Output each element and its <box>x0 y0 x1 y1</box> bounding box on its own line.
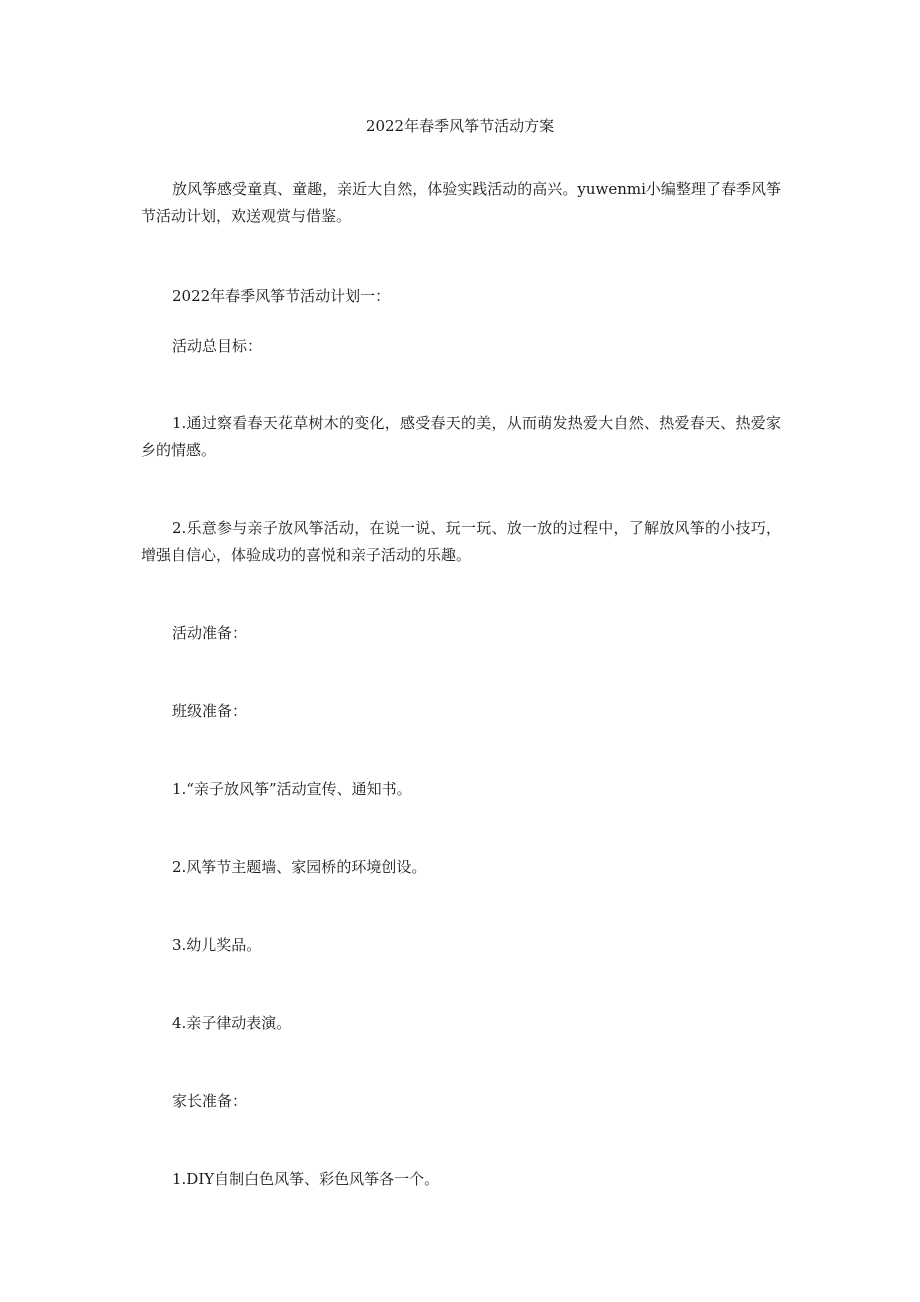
prep-heading: 活动准备： <box>172 624 248 642</box>
document-title: 2022年春季风筝节活动方案 <box>365 117 555 135</box>
goals-heading: 活动总目标： <box>172 337 263 355</box>
class-prep-item-4: 4.亲子律动表演。 <box>172 1014 292 1032</box>
class-prep-heading: 班级准备： <box>172 702 248 720</box>
class-prep-item-2: 2.风筝节主题墙、家园桥的环境创设。 <box>172 858 427 876</box>
intro-paragraph: 放风筝感受童真、童趣，亲近大自然，体验实践活动的高兴。yuwenmi小编整理了春季风筝节活动计划，欢送观赏与借鉴。 <box>141 180 781 225</box>
plan-heading: 2022年春季风筝节活动计划一： <box>172 287 391 305</box>
goal-item-2: 2.乐意参与亲子放风筝活动，在说一说、玩一玩、放一放的过程中，了解放风筝的小技巧，增强自信心，体验成功的喜悦和亲子活动的乐趣。 <box>141 519 781 564</box>
parent-prep-item-1: 1.DIY自制白色风筝、彩色风筝各一个。 <box>172 1170 440 1188</box>
class-prep-item-3: 3.幼儿奖品。 <box>172 936 262 954</box>
class-prep-item-1: 1.“亲子放风筝”活动宣传、通知书。 <box>172 780 412 798</box>
parent-prep-heading: 家长准备： <box>172 1092 248 1110</box>
goal-item-1: 1.通过察看春天花草树木的变化，感受春天的美，从而萌发热爱大自然、热爱春天、热爱家乡的情感。 <box>141 414 781 459</box>
